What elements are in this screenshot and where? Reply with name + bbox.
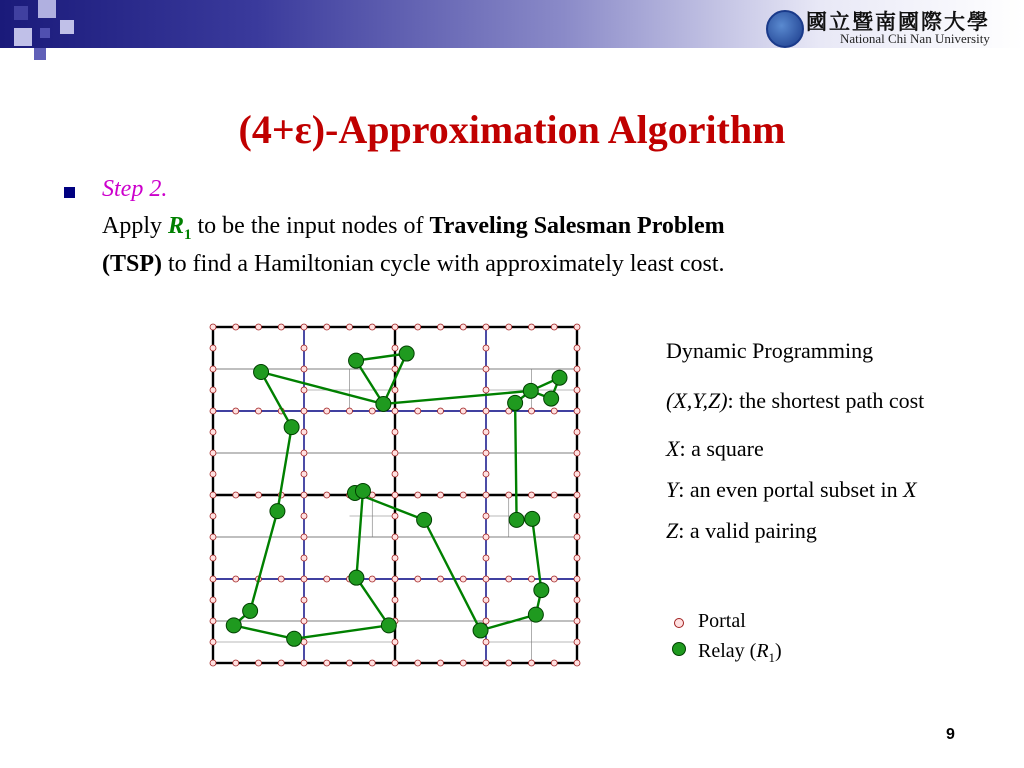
dp-heading: Dynamic Programming bbox=[666, 338, 874, 363]
portal-point bbox=[210, 471, 216, 477]
portal-point bbox=[301, 471, 307, 477]
portal-point bbox=[210, 660, 216, 666]
portal-point bbox=[574, 429, 580, 435]
portal-point bbox=[460, 660, 466, 666]
portal-point bbox=[278, 660, 284, 666]
portal-point bbox=[392, 345, 398, 351]
relay-node bbox=[376, 396, 391, 411]
portal-point bbox=[301, 513, 307, 519]
portal-point bbox=[347, 408, 353, 414]
portal-point bbox=[392, 492, 398, 498]
relay-node bbox=[523, 383, 538, 398]
portal-point bbox=[210, 429, 216, 435]
text-tsp-abbrev: (TSP) bbox=[102, 251, 162, 277]
portal-point bbox=[438, 324, 444, 330]
text-apply: Apply bbox=[102, 213, 168, 239]
text-tsp-name: Traveling Salesman Problem bbox=[429, 213, 725, 239]
portal-point bbox=[347, 324, 353, 330]
portal-point bbox=[301, 492, 307, 498]
portal-point bbox=[551, 660, 557, 666]
portal-point bbox=[392, 429, 398, 435]
university-emblem-icon bbox=[766, 10, 804, 48]
portal-point bbox=[301, 429, 307, 435]
portal-point bbox=[483, 324, 489, 330]
portal-point bbox=[574, 345, 580, 351]
relay-node bbox=[534, 583, 549, 598]
portal-point bbox=[483, 639, 489, 645]
r1-subscript: 1 bbox=[184, 226, 192, 243]
portal-point bbox=[483, 450, 489, 456]
decor-square bbox=[60, 20, 74, 34]
relay-node bbox=[349, 570, 364, 585]
step-description-line-1 bbox=[102, 213, 725, 244]
portal-point bbox=[392, 639, 398, 645]
portal-point bbox=[392, 408, 398, 414]
portal-point bbox=[233, 408, 239, 414]
portal-point bbox=[529, 408, 535, 414]
dp-y-line bbox=[666, 477, 917, 503]
portal-point bbox=[233, 324, 239, 330]
dp-z-line bbox=[666, 518, 817, 544]
logo-chinese-name: 國立暨南國際大學 bbox=[806, 9, 990, 34]
quadtree-tsp-figure bbox=[205, 318, 587, 670]
decor-square bbox=[40, 28, 50, 38]
portal-point bbox=[483, 597, 489, 603]
relay-node bbox=[287, 631, 302, 646]
portal-point bbox=[415, 408, 421, 414]
portal-point bbox=[210, 534, 216, 540]
portal-point bbox=[460, 576, 466, 582]
relay-node bbox=[509, 512, 524, 527]
portal-point bbox=[574, 366, 580, 372]
step-label: Step 2. bbox=[102, 176, 168, 202]
portal-point bbox=[233, 576, 239, 582]
portal-point bbox=[483, 387, 489, 393]
portal-point bbox=[574, 492, 580, 498]
dp-x-var: X bbox=[666, 436, 680, 461]
portal-point bbox=[574, 555, 580, 561]
relay-node bbox=[284, 420, 299, 435]
portal-point bbox=[392, 597, 398, 603]
portal-point bbox=[438, 408, 444, 414]
legend-relay-sub: 1 bbox=[768, 650, 776, 665]
portal-point bbox=[392, 555, 398, 561]
portal-point bbox=[347, 660, 353, 666]
relay-node bbox=[508, 395, 523, 410]
portal-point bbox=[574, 576, 580, 582]
portal-point bbox=[392, 366, 398, 372]
portal-point bbox=[301, 576, 307, 582]
portal-point bbox=[301, 324, 307, 330]
relay-node bbox=[528, 607, 543, 622]
slide-title: (4+ε)-Approximation Algorithm bbox=[238, 107, 786, 152]
portal-point bbox=[301, 345, 307, 351]
portal-point bbox=[210, 618, 216, 624]
portal-point bbox=[301, 366, 307, 372]
portal-point bbox=[210, 324, 216, 330]
portal-point bbox=[210, 513, 216, 519]
dp-x-desc: : a square bbox=[679, 436, 764, 461]
portal-point bbox=[392, 660, 398, 666]
relay-node bbox=[544, 391, 559, 406]
decor-square bbox=[38, 0, 56, 18]
text-hamiltonian: to find a Hamiltonian cycle with approximately least cost. bbox=[162, 251, 725, 277]
portal-point bbox=[301, 387, 307, 393]
portal-point bbox=[483, 492, 489, 498]
r1-variable bbox=[168, 213, 192, 243]
dp-z-var: Z bbox=[666, 518, 679, 543]
portal-point bbox=[460, 324, 466, 330]
portal-point bbox=[415, 324, 421, 330]
portal-point bbox=[483, 555, 489, 561]
portal-point bbox=[392, 324, 398, 330]
portal-point bbox=[574, 639, 580, 645]
dp-x-line bbox=[666, 436, 764, 462]
portal-point bbox=[210, 492, 216, 498]
relay-node bbox=[254, 365, 269, 380]
portal-point bbox=[369, 324, 375, 330]
portal-point bbox=[574, 324, 580, 330]
portal-point bbox=[301, 450, 307, 456]
portal-point bbox=[256, 324, 262, 330]
decor-square bbox=[14, 6, 28, 20]
portal-point bbox=[574, 597, 580, 603]
r1-letter: R bbox=[168, 213, 185, 239]
relay-node bbox=[417, 512, 432, 527]
legend-portal-label: Portal bbox=[698, 610, 746, 632]
portal-point bbox=[210, 555, 216, 561]
dp-z-desc: : a valid pairing bbox=[678, 518, 817, 543]
relay-node bbox=[226, 618, 241, 633]
portal-point bbox=[256, 660, 262, 666]
portal-point bbox=[233, 660, 239, 666]
portal-point bbox=[210, 345, 216, 351]
relay-node bbox=[552, 370, 567, 385]
relay-node bbox=[525, 511, 540, 526]
portal-point bbox=[551, 408, 557, 414]
portal-point bbox=[369, 576, 375, 582]
portal-point bbox=[574, 660, 580, 666]
portal-point bbox=[483, 513, 489, 519]
portal-point bbox=[438, 492, 444, 498]
university-logo bbox=[762, 4, 1012, 48]
portal-point bbox=[324, 660, 330, 666]
portal-point bbox=[529, 492, 535, 498]
relay-node bbox=[381, 618, 396, 633]
portal-point bbox=[483, 618, 489, 624]
portal-point bbox=[415, 660, 421, 666]
portal-point bbox=[460, 408, 466, 414]
dp-y-desc-var: X bbox=[903, 477, 917, 502]
portal-point bbox=[438, 660, 444, 666]
portal-point bbox=[210, 450, 216, 456]
portal-point bbox=[483, 429, 489, 435]
portal-point bbox=[506, 576, 512, 582]
portal-point bbox=[392, 450, 398, 456]
portal-point bbox=[574, 618, 580, 624]
page-number: 9 bbox=[946, 726, 955, 743]
legend-relay-label bbox=[698, 640, 782, 666]
relay-node bbox=[399, 346, 414, 361]
portal-point bbox=[415, 492, 421, 498]
portal-point bbox=[529, 324, 535, 330]
legend-portal-marker bbox=[674, 618, 684, 628]
relay-node bbox=[355, 483, 370, 498]
dp-xyz-var: (X,Y,Z) bbox=[666, 388, 728, 413]
portal-point bbox=[551, 324, 557, 330]
portal-point bbox=[278, 576, 284, 582]
dp-y-desc: : an even portal subset in bbox=[678, 477, 904, 502]
portal-point bbox=[574, 450, 580, 456]
portal-point bbox=[574, 513, 580, 519]
legend-relay-var: R bbox=[756, 640, 769, 662]
logo-english-name: National Chi Nan University bbox=[840, 31, 990, 46]
bullet-square-icon bbox=[64, 187, 75, 198]
legend-relay-pre: Relay ( bbox=[698, 640, 757, 662]
portal-point bbox=[529, 576, 535, 582]
decor-square bbox=[14, 28, 32, 46]
portal-point bbox=[210, 639, 216, 645]
portal-point bbox=[278, 324, 284, 330]
dp-y-var: Y bbox=[666, 477, 679, 502]
portal-point bbox=[392, 576, 398, 582]
portal-point bbox=[392, 387, 398, 393]
portal-point bbox=[324, 576, 330, 582]
portal-point bbox=[210, 408, 216, 414]
portal-point bbox=[529, 660, 535, 666]
portal-point bbox=[506, 324, 512, 330]
relay-node bbox=[349, 353, 364, 368]
portal-point bbox=[392, 471, 398, 477]
portal-point bbox=[210, 387, 216, 393]
portal-point bbox=[574, 471, 580, 477]
portal-point bbox=[324, 324, 330, 330]
portal-point bbox=[301, 660, 307, 666]
portal-point bbox=[324, 492, 330, 498]
portal-point bbox=[574, 408, 580, 414]
portal-point bbox=[483, 345, 489, 351]
step-description-line-2 bbox=[102, 251, 725, 278]
portal-point bbox=[415, 576, 421, 582]
portal-point bbox=[210, 597, 216, 603]
portal-point bbox=[574, 534, 580, 540]
portal-point bbox=[392, 534, 398, 540]
portal-point bbox=[210, 576, 216, 582]
portal-point bbox=[233, 492, 239, 498]
relay-node bbox=[270, 504, 285, 519]
portal-point bbox=[483, 471, 489, 477]
portal-point bbox=[438, 576, 444, 582]
portal-point bbox=[301, 534, 307, 540]
relay-node bbox=[243, 603, 258, 618]
dp-xyz-line bbox=[666, 388, 924, 414]
portal-point bbox=[483, 660, 489, 666]
portal-point bbox=[301, 408, 307, 414]
portal-point bbox=[483, 576, 489, 582]
text-input-nodes: to be the input nodes of bbox=[191, 213, 430, 239]
portal-point bbox=[506, 492, 512, 498]
portal-point bbox=[369, 660, 375, 666]
portal-point bbox=[369, 408, 375, 414]
portal-point bbox=[256, 408, 262, 414]
portal-point bbox=[301, 597, 307, 603]
relay-node bbox=[473, 623, 488, 638]
portal-point bbox=[301, 618, 307, 624]
portal-point bbox=[460, 492, 466, 498]
legend-relay-marker bbox=[672, 642, 686, 656]
decor-square bbox=[34, 48, 46, 60]
portal-point bbox=[301, 555, 307, 561]
portal-point bbox=[506, 660, 512, 666]
portal-point bbox=[574, 387, 580, 393]
portal-point bbox=[483, 408, 489, 414]
portal-point bbox=[483, 366, 489, 372]
portal-point bbox=[551, 492, 557, 498]
portal-point bbox=[256, 492, 262, 498]
portal-point bbox=[210, 366, 216, 372]
dp-xyz-desc: : the shortest path cost bbox=[727, 388, 925, 413]
portal-point bbox=[324, 408, 330, 414]
portal-point bbox=[392, 513, 398, 519]
legend-relay-post: ) bbox=[775, 640, 782, 662]
portal-point bbox=[551, 576, 557, 582]
portal-point bbox=[483, 534, 489, 540]
